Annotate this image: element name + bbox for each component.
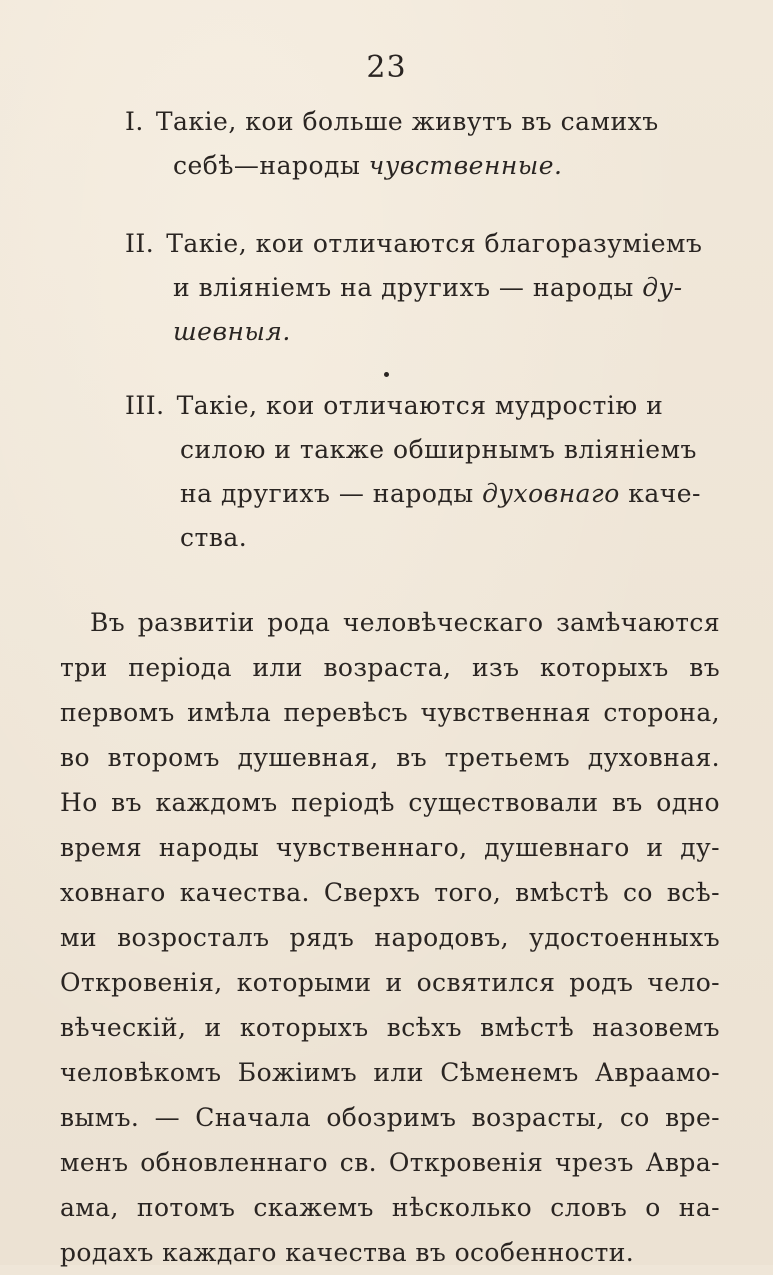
item-line: [125, 310, 725, 354]
paragraph-line: время народы чувственнаго, душевнаго и ду-: [60, 833, 720, 862]
paragraph-line: три періода или возраста, изъ которыхъ въ: [60, 653, 720, 682]
item-text: ства.: [180, 523, 248, 552]
item-line: [125, 472, 725, 516]
item-number: II.: [125, 229, 155, 258]
item-line: [125, 516, 725, 560]
paragraph-line: Откровенія, которыми и освятился родъ чело-: [60, 968, 720, 997]
item-number: I.: [125, 107, 144, 136]
item-text: силою и также обширнымъ вліяніемъ: [180, 435, 697, 464]
italic-text: ду-: [642, 273, 683, 302]
item-text: Такіе, кои отличаются мудростію и: [176, 391, 664, 420]
item-text: каче-: [619, 479, 701, 508]
paragraph-line: вымъ. — Сначала обозримъ возрасты, со вре-: [60, 1103, 720, 1132]
paragraph-line: во второмъ душевная, въ третьемъ духовная.: [60, 743, 720, 772]
paragraph-line: менъ обновленнаго св. Откровенія чрезъ Авра-: [60, 1148, 720, 1177]
item-number: III.: [125, 391, 165, 420]
paragraph-line: ама, потомъ скажемъ нѣсколько словъ о на-: [60, 1193, 720, 1222]
body-paragraph: [60, 600, 720, 1275]
item-text: себѣ—народы: [173, 151, 369, 180]
paragraph-line: Но въ каждомъ періодѣ существовали въ одно: [60, 788, 720, 817]
item-line: [125, 100, 725, 144]
item-text: на другихъ — народы: [180, 479, 483, 508]
item-text: Такіе, кои больше живутъ въ самихъ: [155, 107, 659, 136]
item-text: и вліяніемъ на другихъ — народы: [173, 273, 643, 302]
paragraph-line: Въ развитіи рода человѣческаго замѣчаются: [90, 608, 720, 637]
page-number: 23: [366, 50, 407, 85]
list-item-3: [125, 384, 725, 560]
italic-text: шевныя.: [173, 317, 291, 346]
ink-dot: [384, 372, 389, 377]
list-item-1: [125, 100, 725, 188]
paragraph-line: ховнаго качества. Сверхъ того, вмѣстѣ со всѣ-: [60, 878, 720, 907]
paragraph-line: человѣкомъ Божіимъ или Сѣменемъ Авраамо-: [60, 1058, 720, 1087]
italic-text: духовнаго: [482, 479, 620, 508]
italic-text: чувственные.: [368, 151, 563, 180]
paragraph-line: родахъ каждаго качества въ особенности.: [60, 1238, 635, 1267]
item-line: [125, 222, 725, 266]
item-line: [125, 428, 725, 472]
list-item-2: [125, 222, 725, 354]
item-line: [125, 144, 725, 188]
paragraph-line: ми возросталъ рядъ народовъ, удостоенныхъ: [60, 923, 720, 952]
item-line: [125, 266, 725, 310]
paragraph-line: первомъ имѣла перевѣсъ чувственная сторона,: [60, 698, 720, 727]
item-line: [125, 384, 725, 428]
item-text: Такіе, кои отличаются благоразуміемъ: [166, 229, 703, 258]
paragraph-line: вѣческій, и которыхъ всѣхъ вмѣстѣ назовемъ: [60, 1013, 720, 1042]
